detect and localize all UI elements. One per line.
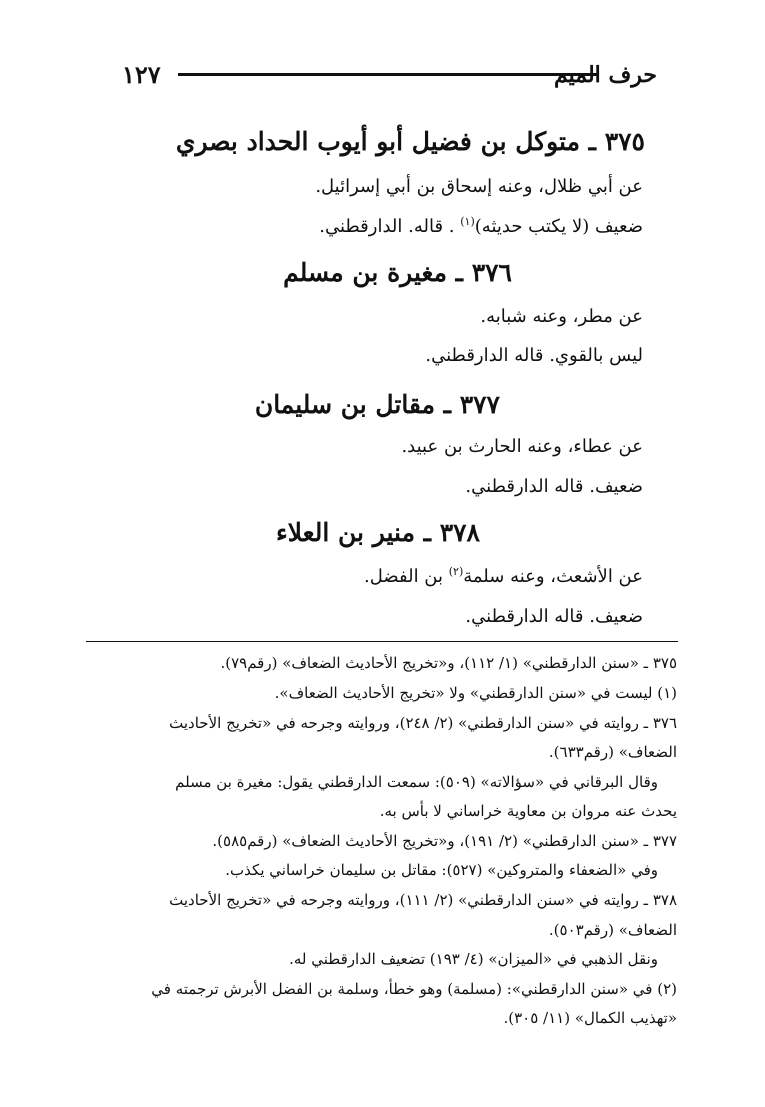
footnote-376-note-line-2: يحدث عنه مروان بن معاوية خراساني لا بأس به. — [379, 802, 677, 820]
footnote-1: (١) ليست في «سنن الدارقطني» ولا «تخريج الأحاديث الضعاف». — [274, 684, 677, 702]
footnote-378: ٣٧٨ ـ روايته في «سنن الدارقطني» (٢/ ١١١)، وروايته وجرحه في «تخريج الأحاديث — [169, 891, 677, 909]
footnote-377: ٣٧٧ ـ «سنن الدارقطني» (٢/ ١٩١)، و«تخريج الأحاديث الضعاف» (رقم٥٨٥). — [212, 832, 677, 850]
chapter-header: حرف الميم — [553, 62, 657, 88]
footnote-separator — [86, 641, 678, 642]
footnote-376: ٣٧٦ ـ روايته في «سنن الدارقطني» (٢/ ٢٤٨)، وروايته وجرحه في «تخريج الأحاديث — [169, 714, 677, 732]
footnote-378-note: ونقل الذهبي في «الميزان» (٤/ ١٩٣) تضعيف الدارقطني له. — [289, 950, 658, 968]
entry-376-line-1: عن مطر، وعنه شبابه. — [480, 306, 643, 327]
page-number: ١٢٧ — [122, 60, 161, 89]
footnote-378-cont: الضعاف» (رقم٥٠٣). — [548, 921, 677, 939]
entry-375-line-2: ضعيف (لا يكتب حديثه)$^{(١)}$ . قاله. الدارقطني. — [319, 215, 643, 237]
entry-378-line-2: ضعيف. قاله الدارقطني. — [465, 606, 643, 627]
footnote-377-note: وفي «الضعفاء والمتروكين» (٥٢٧): مقاتل بن سليمان خراساني يكذب. — [225, 861, 658, 879]
entry-375-title: ٣٧٥ ـ متوكل بن فضيل أبو أيوب الحداد بصري — [175, 127, 645, 156]
entry-375-line-1: عن أبي ظلال، وعنه إسحاق بن أبي إسرائيل. — [315, 176, 643, 197]
entry-377-line-1: عن عطاء، وعنه الحارث بن عبيد. — [401, 436, 643, 457]
entry-378-line-1: عن الأشعث، وعنه سلمة$^{(٢)}$ بن الفضل. — [364, 565, 643, 587]
entry-376-line-2: ليس بالقوي. قاله الدارقطني. — [425, 345, 643, 366]
entry-376-title: ٣٧٦ ـ مغيرة بن مسلم — [283, 258, 512, 287]
footnote-376-note-line-1: وقال البرقاني في «سؤالاته» (٥٠٩): سمعت الدارقطني يقول: مغيرة بن مسلم — [175, 773, 658, 791]
entry-377-line-2: ضعيف. قاله الدارقطني. — [465, 476, 643, 497]
footnote-ref-1: (١) — [460, 215, 475, 228]
entry-377-title: ٣٧٧ ـ مقاتل بن سليمان — [254, 390, 500, 419]
footnote-2-cont: «تهذيب الكمال» (١١/ ٣٠٥). — [503, 1009, 677, 1027]
footnote-2: (٢) في «سنن الدارقطني»: (مسلمة) وهو خطأ، وسلمة بن الفضل الأبرش ترجمته في — [151, 980, 677, 998]
header-rule — [178, 73, 597, 76]
footnote-375: ٣٧٥ ـ «سنن الدارقطني» (١/ ١١٢)، و«تخريج الأحاديث الضعاف» (رقم٧٩). — [220, 654, 677, 672]
entry-378-title: ٣٧٨ ـ منير بن العلاء — [276, 518, 480, 547]
footnote-376-cont: الضعاف» (رقم٦٣٣). — [548, 743, 677, 761]
footnote-ref-2: (٢) — [448, 565, 464, 578]
